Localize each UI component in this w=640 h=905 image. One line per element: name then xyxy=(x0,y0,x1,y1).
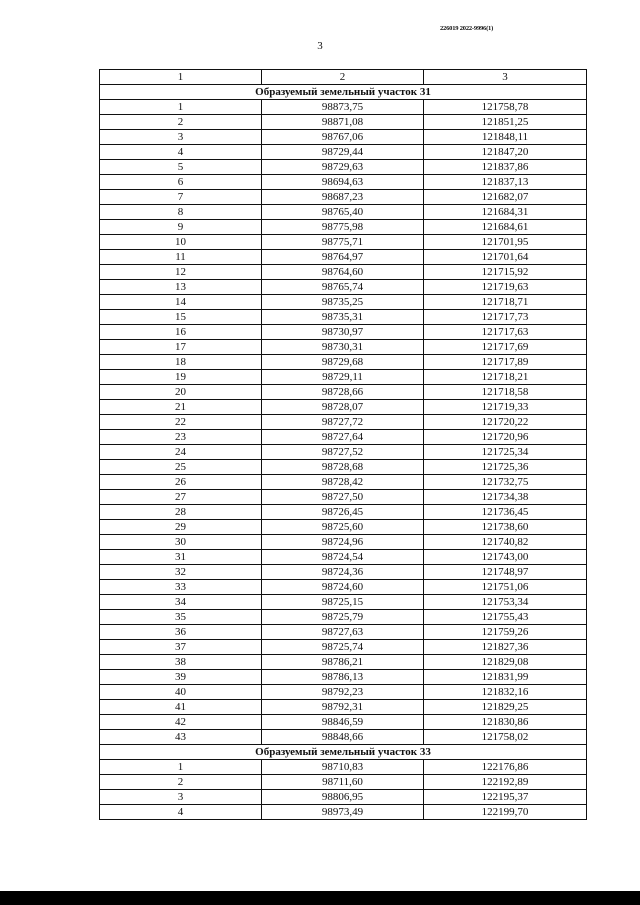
table-row xyxy=(100,415,587,430)
table-row xyxy=(100,400,587,415)
y-coordinate-cell: 121725,36 xyxy=(424,460,587,475)
point-number-cell: 34 xyxy=(100,595,262,610)
y-coordinate-cell: 121717,63 xyxy=(424,325,587,340)
table-row xyxy=(100,790,587,805)
point-number-cell: 2 xyxy=(100,115,262,130)
x-coordinate-cell: 98728,68 xyxy=(262,460,424,475)
table-row xyxy=(100,265,587,280)
table-row xyxy=(100,595,587,610)
point-number-cell: 5 xyxy=(100,160,262,175)
column-header: 2 xyxy=(262,70,424,85)
point-number-cell: 19 xyxy=(100,370,262,385)
table-row xyxy=(100,370,587,385)
point-number-cell: 31 xyxy=(100,550,262,565)
section-title: Образуемый земельный участок 33 xyxy=(100,745,587,760)
x-coordinate-cell: 98711,60 xyxy=(262,775,424,790)
y-coordinate-cell: 121715,92 xyxy=(424,265,587,280)
y-coordinate-cell: 121684,61 xyxy=(424,220,587,235)
y-coordinate-cell: 121847,20 xyxy=(424,145,587,160)
coordinates-table-body xyxy=(100,70,587,820)
y-coordinate-cell: 121851,25 xyxy=(424,115,587,130)
point-number-cell: 24 xyxy=(100,445,262,460)
point-number-cell: 1 xyxy=(100,760,262,775)
table-row xyxy=(100,235,587,250)
table-row xyxy=(100,460,587,475)
y-coordinate-cell: 121682,07 xyxy=(424,190,587,205)
y-coordinate-cell: 121755,43 xyxy=(424,610,587,625)
x-coordinate-cell: 98727,52 xyxy=(262,445,424,460)
point-number-cell: 16 xyxy=(100,325,262,340)
point-number-cell: 28 xyxy=(100,505,262,520)
section-header-row xyxy=(100,85,587,100)
point-number-cell: 22 xyxy=(100,415,262,430)
x-coordinate-cell: 98726,45 xyxy=(262,505,424,520)
table-row xyxy=(100,220,587,235)
y-coordinate-cell: 121758,02 xyxy=(424,730,587,745)
point-number-cell: 33 xyxy=(100,580,262,595)
point-number-cell: 3 xyxy=(100,130,262,145)
scan-bottom-edge xyxy=(0,891,640,905)
y-coordinate-cell: 121829,08 xyxy=(424,655,587,670)
y-coordinate-cell: 121827,36 xyxy=(424,640,587,655)
point-number-cell: 37 xyxy=(100,640,262,655)
table-row xyxy=(100,145,587,160)
table-row xyxy=(100,580,587,595)
y-coordinate-cell: 121748,97 xyxy=(424,565,587,580)
point-number-cell: 9 xyxy=(100,220,262,235)
x-coordinate-cell: 98730,97 xyxy=(262,325,424,340)
y-coordinate-cell: 121837,13 xyxy=(424,175,587,190)
x-coordinate-cell: 98728,66 xyxy=(262,385,424,400)
point-number-cell: 41 xyxy=(100,700,262,715)
table-row xyxy=(100,385,587,400)
y-coordinate-cell: 121751,06 xyxy=(424,580,587,595)
y-coordinate-cell: 121718,58 xyxy=(424,385,587,400)
table-row xyxy=(100,550,587,565)
document-number: 226019 2022-9996(1) xyxy=(440,25,494,32)
point-number-cell: 12 xyxy=(100,265,262,280)
column-header: 1 xyxy=(100,70,262,85)
table-row xyxy=(100,490,587,505)
x-coordinate-cell: 98725,15 xyxy=(262,595,424,610)
table-row xyxy=(100,430,587,445)
table-row xyxy=(100,610,587,625)
point-number-cell: 35 xyxy=(100,610,262,625)
table-row xyxy=(100,205,587,220)
y-coordinate-cell: 121758,78 xyxy=(424,100,587,115)
y-coordinate-cell: 121829,25 xyxy=(424,700,587,715)
table-row xyxy=(100,130,587,145)
x-coordinate-cell: 98873,75 xyxy=(262,100,424,115)
x-coordinate-cell: 98728,07 xyxy=(262,400,424,415)
table-row xyxy=(100,175,587,190)
y-coordinate-cell: 121837,86 xyxy=(424,160,587,175)
y-coordinate-cell: 121720,96 xyxy=(424,430,587,445)
x-coordinate-cell: 98765,40 xyxy=(262,205,424,220)
table-row xyxy=(100,805,587,820)
point-number-cell: 13 xyxy=(100,280,262,295)
x-coordinate-cell: 98765,74 xyxy=(262,280,424,295)
point-number-cell: 32 xyxy=(100,565,262,580)
point-number-cell: 36 xyxy=(100,625,262,640)
point-number-cell: 42 xyxy=(100,715,262,730)
x-coordinate-cell: 98729,68 xyxy=(262,355,424,370)
y-coordinate-cell: 121753,34 xyxy=(424,595,587,610)
y-coordinate-cell: 121736,45 xyxy=(424,505,587,520)
point-number-cell: 38 xyxy=(100,655,262,670)
table-header-row xyxy=(100,70,587,85)
x-coordinate-cell: 98710,83 xyxy=(262,760,424,775)
y-coordinate-cell: 121718,71 xyxy=(424,295,587,310)
x-coordinate-cell: 98725,60 xyxy=(262,520,424,535)
page-number: 3 xyxy=(317,40,323,52)
x-coordinate-cell: 98806,95 xyxy=(262,790,424,805)
x-coordinate-cell: 98724,54 xyxy=(262,550,424,565)
y-coordinate-cell: 122176,86 xyxy=(424,760,587,775)
x-coordinate-cell: 98727,64 xyxy=(262,430,424,445)
x-coordinate-cell: 98729,44 xyxy=(262,145,424,160)
table-row xyxy=(100,295,587,310)
y-coordinate-cell: 121719,63 xyxy=(424,280,587,295)
point-number-cell: 17 xyxy=(100,340,262,355)
x-coordinate-cell: 98729,63 xyxy=(262,160,424,175)
x-coordinate-cell: 98730,31 xyxy=(262,340,424,355)
x-coordinate-cell: 98687,23 xyxy=(262,190,424,205)
table-row xyxy=(100,475,587,490)
x-coordinate-cell: 98786,13 xyxy=(262,670,424,685)
point-number-cell: 1 xyxy=(100,100,262,115)
point-number-cell: 26 xyxy=(100,475,262,490)
y-coordinate-cell: 121720,22 xyxy=(424,415,587,430)
coordinates-table xyxy=(99,69,587,820)
y-coordinate-cell: 121718,21 xyxy=(424,370,587,385)
x-coordinate-cell: 98724,36 xyxy=(262,565,424,580)
x-coordinate-cell: 98764,97 xyxy=(262,250,424,265)
y-coordinate-cell: 121732,75 xyxy=(424,475,587,490)
x-coordinate-cell: 98727,63 xyxy=(262,625,424,640)
table-row xyxy=(100,730,587,745)
table-row xyxy=(100,505,587,520)
x-coordinate-cell: 98694,63 xyxy=(262,175,424,190)
point-number-cell: 4 xyxy=(100,145,262,160)
point-number-cell: 10 xyxy=(100,235,262,250)
point-number-cell: 43 xyxy=(100,730,262,745)
y-coordinate-cell: 121701,95 xyxy=(424,235,587,250)
section-title: Образуемый земельный участок 31 xyxy=(100,85,587,100)
point-number-cell: 21 xyxy=(100,400,262,415)
x-coordinate-cell: 98775,71 xyxy=(262,235,424,250)
y-coordinate-cell: 121701,64 xyxy=(424,250,587,265)
point-number-cell: 8 xyxy=(100,205,262,220)
point-number-cell: 20 xyxy=(100,385,262,400)
y-coordinate-cell: 121717,89 xyxy=(424,355,587,370)
table-row xyxy=(100,640,587,655)
y-coordinate-cell: 121719,33 xyxy=(424,400,587,415)
table-row xyxy=(100,280,587,295)
point-number-cell: 2 xyxy=(100,775,262,790)
y-coordinate-cell: 121717,69 xyxy=(424,340,587,355)
table-row xyxy=(100,160,587,175)
point-number-cell: 25 xyxy=(100,460,262,475)
x-coordinate-cell: 98724,60 xyxy=(262,580,424,595)
table-row xyxy=(100,310,587,325)
table-row xyxy=(100,625,587,640)
point-number-cell: 18 xyxy=(100,355,262,370)
x-coordinate-cell: 98848,66 xyxy=(262,730,424,745)
point-number-cell: 6 xyxy=(100,175,262,190)
point-number-cell: 15 xyxy=(100,310,262,325)
x-coordinate-cell: 98792,31 xyxy=(262,700,424,715)
table-row xyxy=(100,445,587,460)
table-row xyxy=(100,715,587,730)
point-number-cell: 39 xyxy=(100,670,262,685)
point-number-cell: 11 xyxy=(100,250,262,265)
point-number-cell: 23 xyxy=(100,430,262,445)
x-coordinate-cell: 98786,21 xyxy=(262,655,424,670)
y-coordinate-cell: 121725,34 xyxy=(424,445,587,460)
y-coordinate-cell: 121734,38 xyxy=(424,490,587,505)
point-number-cell: 3 xyxy=(100,790,262,805)
y-coordinate-cell: 121848,11 xyxy=(424,130,587,145)
y-coordinate-cell: 121684,31 xyxy=(424,205,587,220)
x-coordinate-cell: 98735,25 xyxy=(262,295,424,310)
y-coordinate-cell: 121717,73 xyxy=(424,310,587,325)
point-number-cell: 4 xyxy=(100,805,262,820)
point-number-cell: 27 xyxy=(100,490,262,505)
point-number-cell: 29 xyxy=(100,520,262,535)
x-coordinate-cell: 98735,31 xyxy=(262,310,424,325)
table-row xyxy=(100,115,587,130)
section-header-row xyxy=(100,745,587,760)
x-coordinate-cell: 98728,42 xyxy=(262,475,424,490)
x-coordinate-cell: 98767,06 xyxy=(262,130,424,145)
table-row xyxy=(100,775,587,790)
y-coordinate-cell: 121759,26 xyxy=(424,625,587,640)
x-coordinate-cell: 98724,96 xyxy=(262,535,424,550)
x-coordinate-cell: 98792,23 xyxy=(262,685,424,700)
x-coordinate-cell: 98846,59 xyxy=(262,715,424,730)
x-coordinate-cell: 98727,50 xyxy=(262,490,424,505)
y-coordinate-cell: 121832,16 xyxy=(424,685,587,700)
table-row xyxy=(100,670,587,685)
x-coordinate-cell: 98727,72 xyxy=(262,415,424,430)
table-row xyxy=(100,535,587,550)
y-coordinate-cell: 121830,86 xyxy=(424,715,587,730)
table-row xyxy=(100,685,587,700)
y-coordinate-cell: 122199,70 xyxy=(424,805,587,820)
x-coordinate-cell: 98775,98 xyxy=(262,220,424,235)
x-coordinate-cell: 98764,60 xyxy=(262,265,424,280)
table-row xyxy=(100,565,587,580)
table-row xyxy=(100,190,587,205)
y-coordinate-cell: 121743,00 xyxy=(424,550,587,565)
table-row xyxy=(100,655,587,670)
table-row xyxy=(100,340,587,355)
x-coordinate-cell: 98725,74 xyxy=(262,640,424,655)
x-coordinate-cell: 98973,49 xyxy=(262,805,424,820)
table-row xyxy=(100,760,587,775)
x-coordinate-cell: 98725,79 xyxy=(262,610,424,625)
y-coordinate-cell: 122195,37 xyxy=(424,790,587,805)
table-row xyxy=(100,355,587,370)
table-row xyxy=(100,250,587,265)
table-row xyxy=(100,520,587,535)
table-row xyxy=(100,100,587,115)
y-coordinate-cell: 121738,60 xyxy=(424,520,587,535)
y-coordinate-cell: 122192,89 xyxy=(424,775,587,790)
table-row xyxy=(100,700,587,715)
x-coordinate-cell: 98871,08 xyxy=(262,115,424,130)
column-header: 3 xyxy=(424,70,587,85)
table-row xyxy=(100,325,587,340)
point-number-cell: 30 xyxy=(100,535,262,550)
y-coordinate-cell: 121831,99 xyxy=(424,670,587,685)
point-number-cell: 40 xyxy=(100,685,262,700)
x-coordinate-cell: 98729,11 xyxy=(262,370,424,385)
y-coordinate-cell: 121740,82 xyxy=(424,535,587,550)
point-number-cell: 7 xyxy=(100,190,262,205)
point-number-cell: 14 xyxy=(100,295,262,310)
